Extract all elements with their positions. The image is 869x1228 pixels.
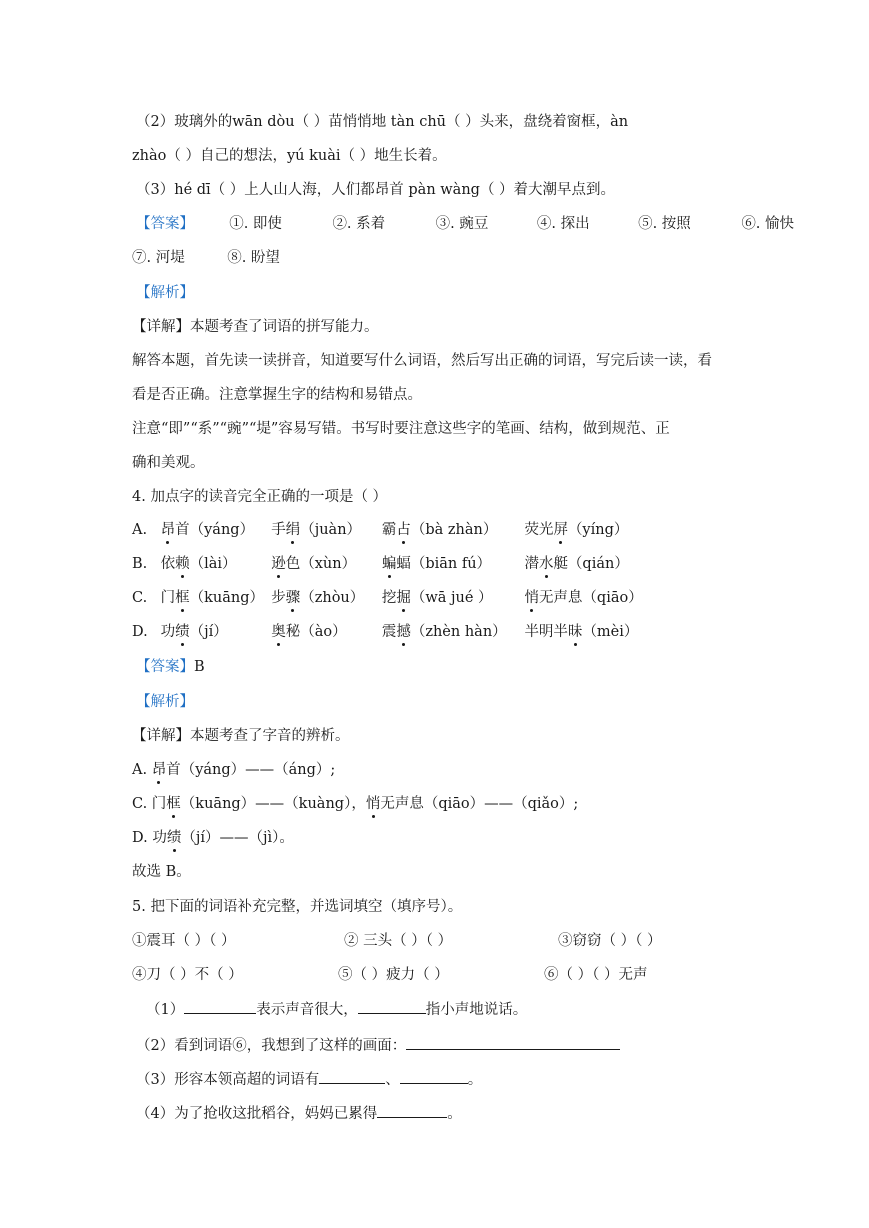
q5-sub2: （2）看到词语⑥，我想到了这样的画面： [136, 1035, 620, 1056]
q5-item-3: ③窃窃（ ）（ ） [558, 933, 662, 949]
option-item: 震撼（zhèn hàn） [381, 624, 507, 640]
answer-4: ④. 探出 [536, 216, 590, 232]
q5-item-6: ⑥（ ）（ ）无声 [544, 967, 648, 983]
answer-6: ⑥. 愉快 [741, 216, 795, 232]
option-item: 潜水艇（qián） [524, 556, 629, 572]
option-item: 霸占（bà zhàn） [381, 522, 498, 538]
q4-option-c [132, 588, 643, 608]
option-item: 逊色（xùn） [271, 556, 357, 572]
answer-tag: 【答案】 [136, 216, 194, 232]
q3-analysis-tag: 【解析】 [136, 285, 194, 301]
option-item: 奥秘（ào） [271, 624, 347, 640]
q3-answer-line [136, 214, 801, 234]
q4-fix-a: A. 昂首（yáng）——（áng）; [132, 762, 336, 778]
answer-value: B [194, 659, 205, 675]
answer-tag: 【答案】 [136, 659, 194, 675]
q5-row2 [132, 965, 647, 985]
q4-detail: 【详解】本题考查了字音的辨析。 [132, 728, 350, 744]
q4-fix-c: C. 门框（kuāng）——（kuàng），悄无声息（qiāo）——（qiǎo）; [132, 796, 579, 812]
blank-1[interactable] [184, 999, 256, 1014]
q4-stem: 4. 加点字的读音完全正确的一项是（ ） [132, 489, 388, 505]
q3-detail: 【详解】本题考查了词语的拼写能力。 [132, 319, 379, 335]
q3-para1-line1: 解答本题，首先读一读拼音，知道要写什么词语，然后写出正确的词语，写完后读一读，看 [132, 353, 712, 369]
option-label: D. [132, 624, 148, 640]
q5-sub1: （1） 表示声音很大， 指小声地说话。 [146, 999, 527, 1020]
answer-8: ⑧. 盼望 [227, 250, 280, 266]
option-label: B. [132, 556, 148, 572]
q3-sub3: （3）hé dī（ ）上人山人海，人们都昂首 pàn wàng（ ）着大潮早点到。 [136, 182, 616, 198]
q5-item-2: ② 三头（ ）（ ） [344, 933, 453, 949]
option-item: 悄无声息（qiāo） [524, 590, 643, 606]
answer-3: ③. 豌豆 [435, 216, 489, 232]
option-item: 半明半昧（mèi） [524, 624, 639, 640]
option-label: A. [132, 522, 148, 538]
blank-6[interactable] [377, 1103, 447, 1118]
option-item: 门框（kuāng） [160, 590, 264, 606]
q3-para1-line2: 看是否正确。注意掌握生字的结构和易错点。 [132, 387, 422, 403]
q3-para2-line1: 注意“即”“系”“豌”“堤”容易写错。书写时要注意这些字的笔画、结构，做到规范、正 [132, 421, 670, 437]
q5-row1 [132, 931, 661, 951]
q4-choose: 故选 B。 [132, 864, 191, 880]
option-item: 昂首（yáng） [160, 522, 255, 538]
option-item: 步骤（zhòu） [271, 590, 365, 606]
option-item: 手绢（juàn） [271, 522, 362, 538]
q3-answer-line2 [132, 248, 297, 268]
q3-sub2-line2: zhào（ ）自己的想法，yú kuài（ ）地生长着。 [132, 148, 447, 164]
answer-1: ①. 即使 [229, 216, 282, 232]
option-item: 依赖（lài） [160, 556, 237, 572]
option-label: C. [132, 590, 148, 606]
q5-item-5: ⑤（ ）疲力（ ） [338, 967, 449, 983]
q4-analysis-tag: 【解析】 [136, 694, 194, 710]
q4-option-a [132, 520, 628, 540]
q3-para2-line2: 确和美观。 [132, 455, 205, 471]
answer-7: ⑦. 河堤 [132, 250, 185, 266]
blank-5[interactable] [400, 1069, 468, 1084]
option-item: 挖掘（wā jué ） [381, 590, 493, 606]
blank-4[interactable] [319, 1069, 385, 1084]
q5-sub4: （4）为了抢收这批稻谷，妈妈已累得 。 [136, 1103, 462, 1124]
q4-option-d [132, 622, 638, 642]
q4-answer-line [136, 657, 205, 677]
option-item: 功绩（jí） [160, 624, 228, 640]
option-item: 蝙蝠（biān fú） [381, 556, 492, 572]
answer-2: ②. 系着 [332, 216, 386, 232]
q5-stem: 5. 把下面的词语补充完整，并选词填空（填序号）。 [132, 899, 463, 915]
q5-item-4: ④刀（ ）不（ ） [132, 967, 243, 983]
q5-sub3: （3）形容本领高超的词语有 、 。 [136, 1069, 482, 1090]
blank-2[interactable] [358, 999, 426, 1014]
q5-item-1: ①震耳（ ）（ ） [132, 933, 236, 949]
blank-3[interactable] [406, 1035, 620, 1050]
q4-fix-d: D. 功绩（jí）——（jì）。 [132, 830, 294, 846]
q3-sub2-line1: （2）玻璃外的wān dòu（ ）苗悄悄地 tàn chū（ ）头来，盘绕着窗框，àn [136, 114, 629, 130]
option-item: 荧光屏（yíng） [524, 522, 629, 538]
answer-5: ⑤. 按照 [638, 216, 691, 232]
q4-option-b [132, 554, 629, 574]
